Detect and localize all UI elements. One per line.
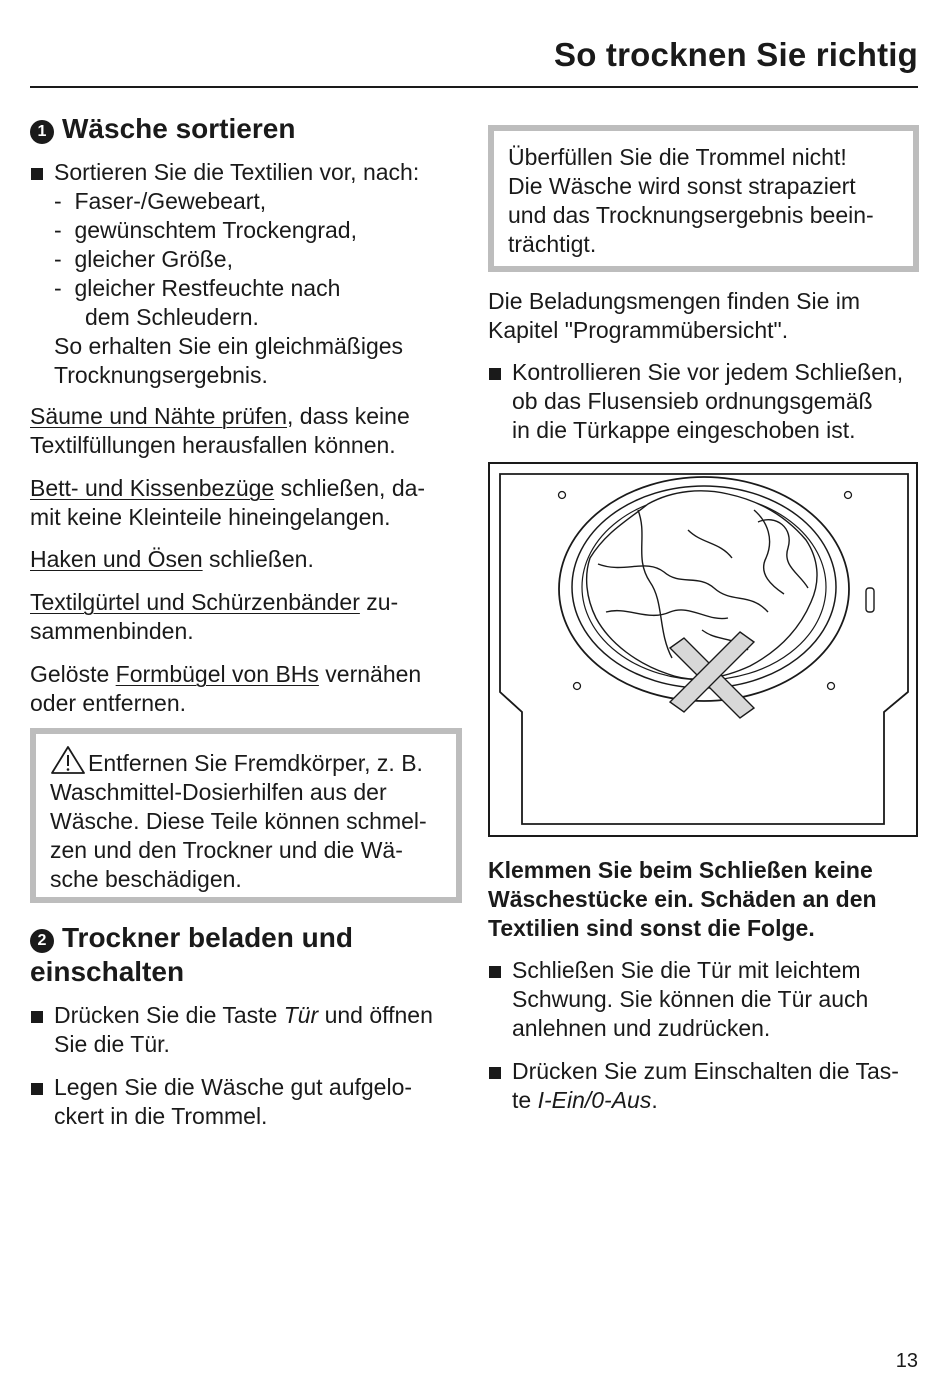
bullet-close-door: Schließen Sie die Tür mit leichtem Schwung. Sie können die Tür auch anlehnen und zudrücken. [512, 957, 869, 1041]
paragraph-hooks: Haken und Ösen schließen. [30, 546, 314, 572]
square-bullet-icon [31, 1011, 43, 1023]
sort-criteria-list [54, 187, 403, 390]
dryer-door-illustration [488, 462, 918, 837]
list-item: - gewünschtem Trockengrad, [54, 217, 357, 243]
load-info-text: Die Beladungsmengen finden Sie im Kapitel "Programmübersicht". [488, 288, 861, 343]
header-rule [30, 86, 918, 88]
term-underwires: Formbügel von BHs [115, 661, 319, 687]
list-item: - Faser-/Gewebeart, [54, 188, 267, 214]
square-bullet-icon [489, 368, 501, 380]
bullet-load-laundry: Legen Sie die Wäsche gut aufgelo- ckert in die Trommel. [54, 1074, 413, 1129]
square-bullet-icon [31, 1083, 43, 1095]
step-1-badge: 1 [30, 120, 54, 144]
key-power-label: I-Ein/0-Aus [537, 1087, 652, 1113]
paragraph-covers: Bett- und Kissenbezüge schließen, da- mit keine Kleinteile hineingelangen. [30, 475, 426, 530]
paragraph-belts: Textilgürtel und Schürzenbänder zu- sammenbinden. [30, 589, 399, 644]
square-bullet-icon [489, 966, 501, 978]
paragraph-seams: Säume und Nähte prüfen, dass keine Textilfüllungen herausfallen können. [30, 403, 410, 458]
sort-intro: Sortieren Sie die Textilien vor, nach: [54, 159, 420, 185]
list-item: - gleicher Restfeuchte nach [54, 275, 341, 301]
bullet-lint-filter: Kontrollieren Sie vor jedem Schließen, ob das Flusensieb ordnungsgemäß in die Türkappe eingeschoben ist. [512, 359, 904, 443]
list-item: - gleicher Größe, [54, 246, 233, 272]
term-hooks: Haken und Ösen [30, 546, 203, 572]
bullet-press-door: Drücken Sie die Taste Tür und öffnen Sie die Tür. [54, 1002, 433, 1057]
sort-result-line: Trocknungsergebnis. [54, 362, 268, 388]
bullet-power-on: Drücken Sie zum Einschalten die Tas- te I-Ein/0-Aus. [512, 1058, 899, 1113]
overload-notice-text: Überfüllen Sie die Trommel nicht! Die Wäsche wird sonst strapaziert und das Trocknungsergebnis beein- trächtigt. [508, 144, 874, 257]
term-belts: Textilgürtel und Schürzenbänder [30, 589, 360, 615]
term-covers: Bett- und Kissenbezüge [30, 475, 275, 501]
square-bullet-icon [489, 1067, 501, 1079]
page-title: So trocknen Sie richtig [553, 36, 918, 73]
caution-text: Klemmen Sie beim Schließen keine Wäschestücke ein. Schäden an den Textilien sind sonst die Folge. [488, 857, 877, 941]
key-door-label: Tür [283, 1002, 319, 1028]
section-1-heading [30, 112, 295, 146]
section-1-title: Wäsche sortieren [62, 113, 296, 144]
section-2-heading: 2 Trockner beladen und einschalten [30, 922, 353, 987]
term-seams: Säume und Nähte prüfen [30, 403, 288, 429]
list-item-continuation: dem Schleudern. [85, 304, 259, 330]
page-number: 13 [895, 1350, 918, 1372]
paragraph-underwires: Gelöste Formbügel von BHs vernähen oder entfernen. [30, 661, 422, 716]
warning-triangle-icon [50, 745, 86, 775]
square-bullet-icon [31, 168, 43, 180]
warning-text: Entfernen Sie Fremdkörper, z. B. Waschmittel-Dosierhilfen aus der Wäsche. Diese Teile können schmel- zen und den Trockner und die Wä- sche beschädigen. [50, 745, 427, 894]
sort-result-line: So erhalten Sie ein gleichmäßiges [54, 333, 404, 359]
step-2-badge: 2 [30, 929, 54, 953]
